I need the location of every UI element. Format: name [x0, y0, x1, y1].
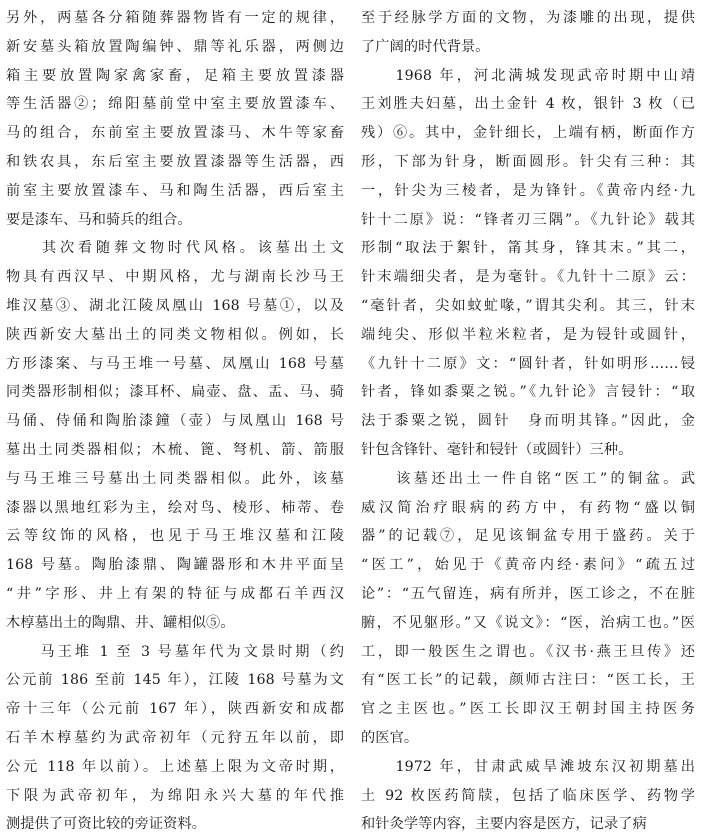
text-line: 器”的记载⑦，足见该铜盆专用于盛药。关于 [361, 528, 695, 545]
text-line: 新安墓头箱放置陶编钟、鼎等礼乐器，两侧边 [6, 38, 344, 55]
text-line: 该墓还出土一件自铭“医工”的铜盆。武 [361, 470, 695, 487]
text-line: “井”字形、井上有架的特征与成都石羊西汉 [6, 585, 344, 602]
text-line: 威汉简治疗眼病的药方中，有药物“盛以铜 [361, 499, 695, 516]
right-text-column [361, 4, 695, 839]
text-line: 残）⑥。其中，金针细长，上端有柄，断面作方 [361, 125, 695, 142]
text-line: 墓出土同类器相似；木梳、篦、弩机、箭、箭服 [6, 441, 344, 458]
text-line: 马王堆 1 至 3 号墓年代为文景时期（约 [6, 643, 344, 660]
text-line: 论”：“五气留连，病有所并，医工诊之，不在脏 [361, 585, 695, 602]
text-line: 端纯尖、形似半粒米粒者，是为锓针或圆针， [361, 326, 695, 343]
text-line: 另外，两墓各分箱随葬器物皆有一定的规律， [6, 10, 344, 26]
text-line: 至于经脉学方面的文物，为漆雕的出现，提供 [361, 10, 695, 26]
text-line: 马俑、侍俑和陶胎漆鐘（壶）与凤凰山 168 号 [6, 413, 344, 430]
text-line: 针十二原》说：“锋者刃三隅”。《九针论》载其 [361, 211, 695, 228]
text-line: “医工”，始见于《黄帝内经·素问》“疏五过 [361, 557, 695, 574]
text-line: 方形漆案、与马王堆一号墓、凤凰山 168 号墓 [6, 355, 344, 372]
text-line: 一，针尖为三棱者，是为锋针。《黄帝内经·九 [361, 182, 695, 199]
text-line: 了广阔的时代背景。 [361, 38, 490, 55]
text-line: 堆汉墓③、湖北江陵凤凰山 168 号墓①，以及 [6, 297, 344, 314]
text-line: 形制“取法于絮针，筩其身，锋其末。”其二， [361, 240, 695, 257]
text-line: 针包含锋针、毫针和锓针（或圆针）三种。 [361, 441, 633, 458]
text-line: 1968 年，河北满城发现武帝时期中山靖 [361, 67, 695, 84]
text-line: 其次看随葬文物时代风格。该墓出土文 [6, 240, 344, 257]
text-line: 公元 118 年以前）。上述墓上限为文帝时期， [6, 758, 344, 775]
text-line: 法于黍粟之锐，圆针 身而明其锋。”因此，金 [361, 413, 695, 430]
text-line: 有“医工长”的记载，颜师古注曰：“医工长，王 [361, 672, 695, 689]
text-line: 公元前 186 至前 145 年），江陵 168 号墓为文 [6, 672, 344, 689]
text-line: 和铁农具，东后室主要放置漆器等生活器，西 [6, 153, 344, 170]
text-line: “毫针者，尖如蚊虻喙，”谓其尖利。其三，针末 [361, 297, 695, 314]
text-line: 陕西新安大墓出土的同类文物相似。例如，长 [6, 326, 344, 343]
text-line: 下限为武帝初年，为绵阳永兴大墓的年代推 [6, 787, 344, 804]
left-text-column [6, 4, 344, 839]
text-line: 马的组合，东前室主要放置漆马、木牛等家畜 [6, 125, 344, 142]
text-line: 前室主要放置漆车、马和陶生活器，西后室主 [6, 182, 344, 199]
text-line: 王刘胜夫妇墓，出土金针 4 枚，银针 3 枚（已 [361, 96, 695, 113]
text-line: 和针灸学等内容，主要内容是医方，记录了病 [361, 816, 647, 833]
text-line: 物具有西汉早、中期风格，尤与湖南长沙马王 [6, 269, 344, 286]
text-line: 针末端细尖者，是为毫针。《九针十二原》云： [361, 269, 695, 286]
text-line: 云等纹饰的风格，也见于马王堆汉墓和江陵 [6, 528, 344, 545]
text-line: 同类器形制相似；漆耳杯、扁壶、盘、盂、马、骑 [6, 384, 344, 401]
text-line: 石羊木椁墓约为武帝初年（元狩五年以前，即 [6, 729, 344, 746]
text-line: 的医官。 [361, 729, 419, 746]
text-line: 工，即一般医生之谓也。《汉书·燕王旦传》还 [361, 643, 695, 660]
text-line: 测提供了可资比较的旁证资料。 [6, 816, 207, 833]
text-line: 土 92 枚医药简牍，包括了临床医学、药物学 [361, 787, 695, 804]
text-line: 要是漆车、马和骑兵的组合。 [6, 211, 192, 228]
text-line: 木椁墓出土的陶鼎、井、罐相似⑤。 [6, 614, 235, 631]
text-line: 腑，不见躯形。”又《说文》：“医，治病工也。”医 [361, 614, 695, 631]
text-line: 形，下部为针身，断面圆形。针尖有三种：其 [361, 153, 695, 170]
text-line: 与马王堆三号墓出土同类器相似。此外，该墓 [6, 470, 344, 487]
text-line: 漆器以黑地红彩为主，绘对鸟、棱形、柿蒂、卷 [6, 499, 344, 516]
text-line: 针者，锋如黍粟之锐。”《九针论》言锓针：“取 [361, 384, 695, 401]
text-line: 《九针十二原》文：“圆针者，针如明形……锓 [361, 355, 695, 372]
text-line: 1972 年，甘肃武威旱滩坡东汉初期墓出 [361, 758, 695, 775]
text-line: 帝十三年（公元前 167 年），陕西新安和成都 [6, 701, 344, 718]
text-line: 箱主要放置陶家禽家畜，足箱主要放置漆器 [6, 67, 344, 84]
text-line: 等生活器②；绵阳墓前堂中室主要放置漆车、 [6, 96, 344, 113]
text-line: 168 号墓。陶胎漆鼎、陶罐器形和木井平面呈 [6, 557, 344, 574]
text-line: 官之主医也。”医工长即汉王朝封国主持医务 [361, 701, 695, 718]
